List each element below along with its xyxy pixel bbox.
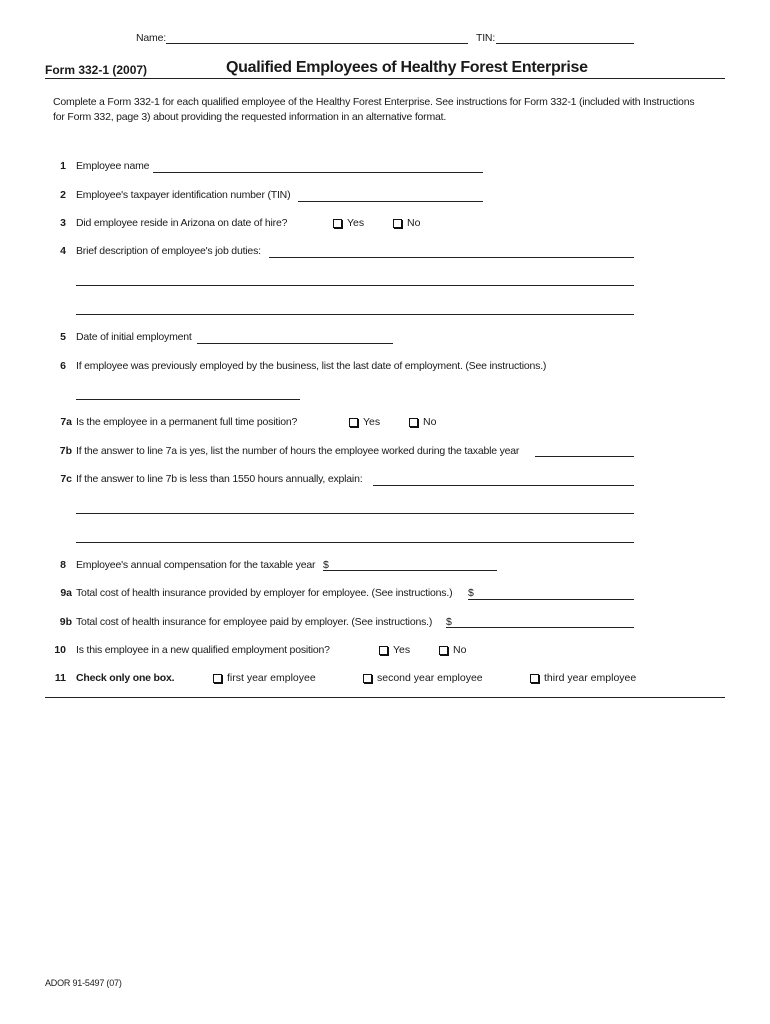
initial-employment-date-field[interactable] — [197, 343, 393, 344]
line-3-label: Did employee reside in Arizona on date of hire? — [76, 217, 288, 229]
line-3-yes-checkbox[interactable] — [333, 217, 364, 229]
line-7a-yes-checkbox[interactable] — [349, 416, 380, 428]
line-11-label: Check only one box. — [76, 672, 175, 684]
line-7a-no-checkbox[interactable] — [409, 416, 436, 428]
line-7b-label: If the answer to line 7a is yes, list the number of hours the employee worked during the taxable year — [76, 445, 520, 457]
checkbox-icon — [393, 219, 402, 228]
line-10-no-checkbox[interactable] — [439, 644, 466, 656]
annual-compensation-field[interactable] — [323, 570, 497, 571]
line-6-label: If employee was previously employed by the business, list the last date of employment. (See instructions.) — [76, 360, 547, 372]
page-title: Qualified Employees of Healthy Forest Enterprise — [226, 59, 588, 76]
line-5-number: 5 — [60, 331, 66, 343]
explain-field-2[interactable] — [76, 513, 634, 514]
line-8-number: 8 — [60, 559, 66, 571]
name-label: Name: — [136, 32, 166, 44]
checkbox-icon — [213, 674, 222, 683]
form-number: Form 332-1 (2007) — [45, 63, 148, 77]
line-2-number: 2 — [60, 189, 66, 201]
line-8-label: Employee's annual compensation for the taxable year — [76, 559, 316, 571]
line-9a-number: 9a — [60, 587, 72, 599]
line-10-no-label: No — [453, 644, 467, 656]
checkbox-icon — [409, 418, 418, 427]
section-end-rule — [45, 697, 725, 698]
line-10-label: Is this employee in a new qualified employment position? — [76, 644, 330, 656]
job-duties-field-2[interactable] — [76, 285, 634, 286]
line-5-label: Date of initial employment — [76, 331, 192, 343]
intro-line-2: for Form 332, page 3) about providing the requested information in an alternative format. — [53, 111, 447, 123]
checkbox-icon — [363, 674, 372, 683]
first-year-checkbox[interactable] — [213, 672, 316, 684]
line-2-label: Employee's taxpayer identification number (TIN) — [76, 189, 291, 201]
form-footer-code: ADOR 91-5497 (07) — [45, 978, 122, 988]
name-field[interactable] — [166, 43, 468, 44]
last-employment-date-field[interactable] — [76, 399, 300, 400]
line-4-label: Brief description of employee's job duties: — [76, 245, 261, 257]
health-insurance-employer-field[interactable] — [446, 627, 634, 628]
line-7c-number: 7c — [60, 473, 72, 485]
line-10-yes-label: Yes — [393, 644, 411, 656]
line-3-no-label: No — [407, 217, 421, 229]
checkbox-icon — [349, 418, 358, 427]
checkbox-icon — [439, 646, 448, 655]
line-6-number: 6 — [60, 360, 66, 372]
third-year-label: third year employee — [544, 672, 637, 684]
health-insurance-total-field[interactable] — [468, 599, 634, 600]
line-9b-label: Total cost of health insurance for employee paid by employer. (See instructions.) — [76, 616, 433, 628]
intro-line-1: Complete a Form 332-1 for each qualified employee of the Healthy Forest Enterprise. See instructions for Form 332-1 (included with Instructions — [53, 96, 695, 108]
employee-name-field[interactable] — [153, 172, 483, 173]
checkbox-icon — [333, 219, 342, 228]
job-duties-field-1[interactable] — [269, 257, 634, 258]
second-year-label: second year employee — [377, 672, 483, 684]
line-4-number: 4 — [60, 245, 66, 257]
first-year-label: first year employee — [227, 672, 316, 684]
explain-field-3[interactable] — [76, 542, 634, 543]
line-9b-dollar-sign: $ — [446, 616, 452, 628]
line-3-no-checkbox[interactable] — [393, 217, 420, 229]
checkbox-icon — [379, 646, 388, 655]
title-rule — [45, 78, 725, 79]
line-3-number: 3 — [60, 217, 66, 229]
line-10-number: 10 — [54, 644, 66, 656]
line-1-label: Employee name — [76, 160, 150, 172]
line-7a-number: 7a — [60, 416, 72, 428]
checkbox-icon — [530, 674, 539, 683]
third-year-checkbox[interactable] — [530, 672, 636, 684]
employee-tin-field[interactable] — [298, 201, 483, 202]
line-9a-dollar-sign: $ — [468, 587, 474, 599]
line-9a-label: Total cost of health insurance provided by employer for employee. (See instructions.) — [76, 587, 453, 599]
tin-label: TIN: — [476, 32, 496, 44]
line-1-number: 1 — [60, 160, 66, 172]
job-duties-field-3[interactable] — [76, 314, 634, 315]
line-7a-yes-label: Yes — [363, 416, 381, 428]
line-10-yes-checkbox[interactable] — [379, 644, 410, 656]
line-7c-label: If the answer to line 7b is less than 1550 hours annually, explain: — [76, 473, 363, 485]
line-8-dollar-sign: $ — [323, 559, 329, 571]
explain-field-1[interactable] — [373, 485, 634, 486]
line-7b-number: 7b — [59, 445, 72, 457]
line-7a-label: Is the employee in a permanent full time position? — [76, 416, 298, 428]
line-7a-no-label: No — [423, 416, 437, 428]
line-11-number: 11 — [54, 672, 66, 684]
hours-worked-field[interactable] — [535, 456, 634, 457]
second-year-checkbox[interactable] — [363, 672, 483, 684]
line-9b-number: 9b — [59, 616, 72, 628]
tin-field[interactable] — [496, 43, 634, 44]
intro-text — [53, 95, 733, 125]
line-3-yes-label: Yes — [347, 217, 365, 229]
